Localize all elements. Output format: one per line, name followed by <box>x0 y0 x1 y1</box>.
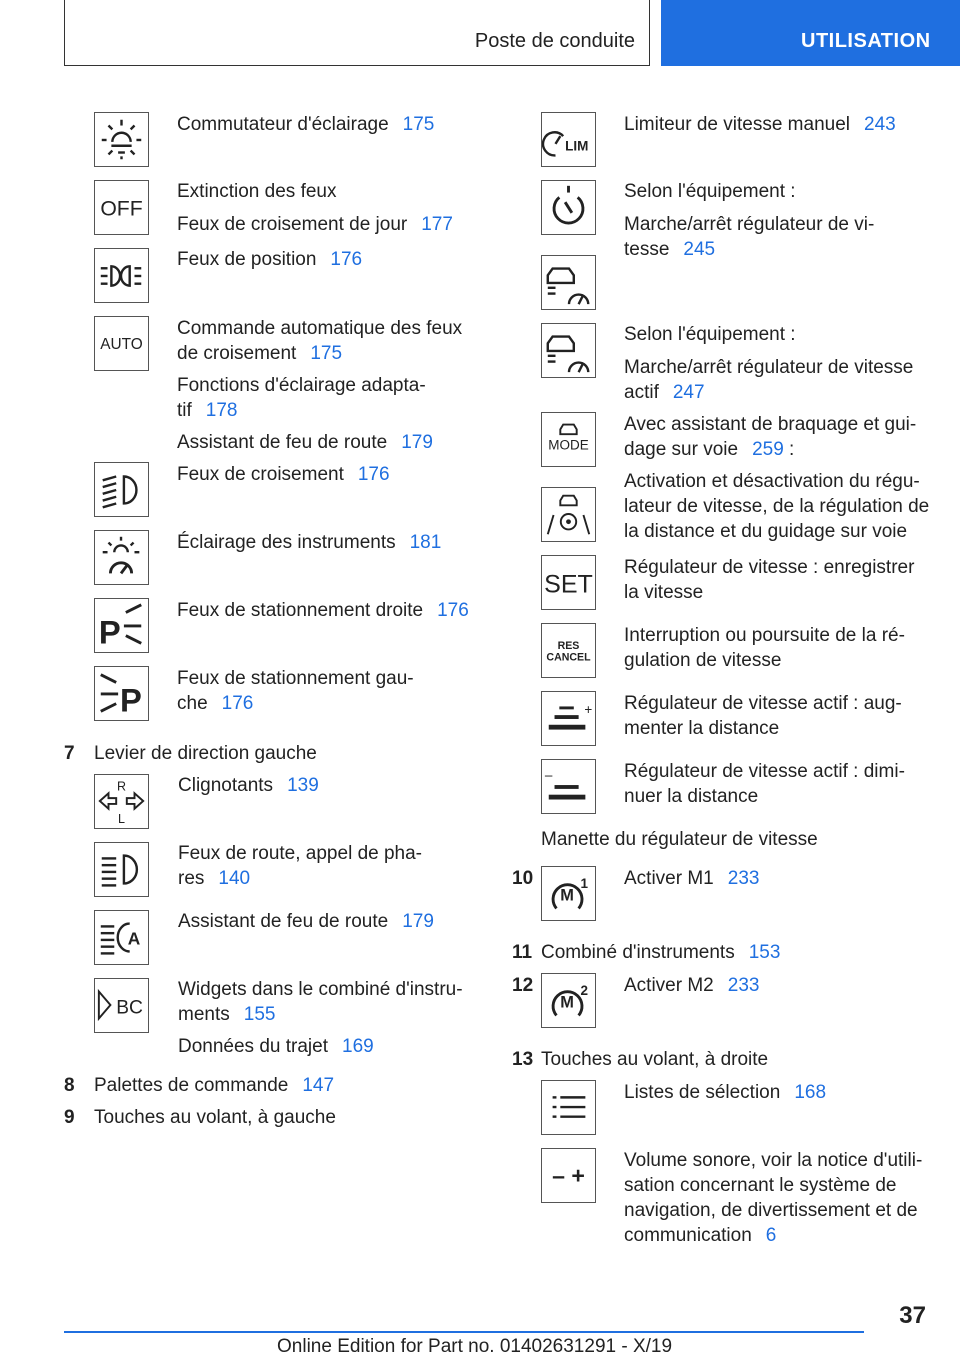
page-link[interactable]: 243 <box>864 114 896 135</box>
svg-text:L: L <box>118 812 125 827</box>
selection-lists-entry: Listes de sélection 168 <box>624 1082 827 1103</box>
page-link[interactable]: 140 <box>218 868 251 889</box>
instrument-lighting-icon <box>94 530 149 585</box>
svg-text:OFF: OFF <box>100 197 143 221</box>
page-link[interactable]: 175 <box>402 114 435 135</box>
svg-text:RES: RES <box>557 640 580 653</box>
page-link[interactable]: 181 <box>409 532 442 553</box>
footer-edition: Online Edition for Part no. 01402631291 - X/19 <box>277 1336 673 1357</box>
page-link[interactable]: 259 <box>752 439 784 460</box>
svg-text:–: – <box>544 767 553 783</box>
parking-light-right-icon <box>94 598 149 653</box>
page-link[interactable]: 233 <box>727 975 760 996</box>
speed-limiter-icon <box>541 112 596 167</box>
cruise-on-off-entry: Marche/arrêt régulateur de vi- tesse 245 <box>624 214 875 260</box>
mode-icon <box>541 412 596 467</box>
distance-plus-entry: Régulateur de vitesse actif : aug- menter la distance <box>624 693 902 739</box>
activate-m2-entry: Activer M2 233 <box>624 975 760 996</box>
set-icon <box>541 555 596 610</box>
page-link[interactable]: 6 <box>765 1225 777 1246</box>
light-switch-icon <box>94 112 149 167</box>
m2-icon <box>541 973 596 1028</box>
svg-text:AUTO: AUTO <box>100 335 143 353</box>
svg-text:CANCEL: CANCEL <box>546 651 591 664</box>
svg-text:R: R <box>116 779 127 794</box>
trip-data-entry: Données du trajet 169 <box>178 1036 374 1057</box>
acc-icon <box>541 323 596 378</box>
activation-entry: Activation et désactivation du régu- lateur de vitesse, de la régulation de la distance et du guidage sur voie <box>624 471 930 542</box>
svg-text:1: 1 <box>580 876 589 892</box>
svg-text:M: M <box>560 993 574 1012</box>
list-icon <box>541 1080 596 1135</box>
equipment-note: Selon l'équipement : <box>624 324 796 345</box>
acc-icon <box>541 255 596 310</box>
page-number: 37 <box>899 1302 926 1329</box>
footer-divider <box>64 1331 864 1333</box>
section-number-9: 9 <box>64 1107 75 1128</box>
parking-right-entry: Feux de stationnement droite 176 <box>177 600 469 621</box>
widgets-entry: Widgets dans le combiné d'instru- ments 155 <box>178 979 463 1025</box>
section-number-8: 8 <box>64 1075 75 1096</box>
section-8-title: Palettes de commande 147 <box>94 1075 335 1096</box>
distance-minus-icon <box>541 759 596 814</box>
turn-signal-icon <box>94 774 149 829</box>
instrument-lighting-entry: Éclairage des instruments 181 <box>177 532 442 553</box>
page-link[interactable]: 179 <box>401 432 433 453</box>
position-lights-entry: Feux de position 176 <box>177 249 363 270</box>
svg-text:– +: – + <box>552 1162 585 1189</box>
header-box <box>64 0 650 66</box>
page-link[interactable]: 175 <box>310 343 343 364</box>
page-link[interactable]: 247 <box>672 382 705 403</box>
svg-text:LIM: LIM <box>565 138 589 154</box>
acc-on-off-entry: Marche/arrêt régulateur de vitesse actif 247 <box>624 357 914 403</box>
high-beam-icon <box>94 842 149 897</box>
svg-text:A: A <box>127 928 141 949</box>
activate-m1-entry: Activer M1 233 <box>624 868 760 889</box>
position-lights-icon <box>94 248 149 303</box>
light-switch-entry: Commutateur d'éclairage 175 <box>177 114 435 135</box>
volume-entry: Volume sonore, voir la notice d'utili- sation concernant le système de navigation, de divertissement et de communication 6 <box>624 1150 923 1246</box>
page-link[interactable]: 168 <box>794 1082 827 1103</box>
page-link[interactable]: 245 <box>683 239 716 260</box>
high-beam-entry: Feux de route, appel de pha- res 140 <box>178 843 423 889</box>
res-cancel-icon <box>541 623 596 678</box>
parking-light-left-icon <box>94 666 149 721</box>
chapter-tab[interactable] <box>661 0 960 66</box>
page-link[interactable]: 176 <box>437 600 469 621</box>
volume-icon <box>541 1148 596 1203</box>
section-number-12: 12 <box>512 975 534 996</box>
cruise-lever-note: Manette du régulateur de vitesse <box>541 829 818 850</box>
page-link[interactable]: 176 <box>357 464 390 485</box>
high-beam-assist-icon <box>94 910 149 965</box>
steering-assist-entry: Avec assistant de braquage et gui- dage sur voie 259 : <box>624 414 917 460</box>
speed-limiter-entry: Limiteur de vitesse manuel 243 <box>624 114 896 135</box>
svg-text:BC: BC <box>116 997 143 1019</box>
adaptive-lighting-entry: Fonctions d'éclairage adapta- tif 178 <box>177 375 426 421</box>
distance-plus-icon <box>541 691 596 746</box>
section-number-11: 11 <box>512 942 533 963</box>
page-link[interactable]: 153 <box>748 942 781 963</box>
cruise-control-icon <box>541 180 596 235</box>
page-link[interactable]: 179 <box>402 911 434 932</box>
page-link[interactable]: 176 <box>330 249 363 270</box>
page-link[interactable]: 169 <box>342 1036 374 1057</box>
section-number-7: 7 <box>64 743 75 764</box>
parking-left-entry: Feux de stationnement gau- che 176 <box>177 668 414 714</box>
section-7-title: Levier de direction gauche <box>94 743 317 764</box>
page-link[interactable]: 147 <box>302 1075 335 1096</box>
bc-icon <box>94 978 149 1033</box>
svg-text:P: P <box>120 681 142 719</box>
low-beam-icon <box>94 462 149 517</box>
section-number-13: 13 <box>512 1049 534 1070</box>
page-link[interactable]: 233 <box>727 868 760 889</box>
svg-text:2: 2 <box>580 983 589 999</box>
chapter-tab-label: UTILISATION <box>801 30 931 52</box>
low-beam-entry: Feux de croisement 176 <box>177 464 390 485</box>
equipment-note: Selon l'équipement : <box>624 181 796 202</box>
page-link[interactable]: 177 <box>421 214 453 235</box>
svg-text:MODE: MODE <box>548 437 589 453</box>
svg-text:P: P <box>98 613 121 651</box>
section-9-title: Touches au volant, à gauche <box>94 1107 336 1128</box>
high-beam-assistant-entry: Assistant de feu de route 179 <box>177 432 433 453</box>
page-link[interactable]: 155 <box>243 1004 276 1025</box>
section-number-10: 10 <box>512 868 534 889</box>
svg-text:M: M <box>560 886 574 905</box>
m1-icon <box>541 866 596 921</box>
svg-text:SET: SET <box>544 570 593 599</box>
section-11-title: Combiné d'instruments 153 <box>541 942 781 963</box>
steering-assist-icon <box>541 487 596 542</box>
off-icon <box>94 180 149 235</box>
turn-signal-entry: Clignotants 139 <box>178 775 319 796</box>
page-link[interactable]: 139 <box>287 775 319 796</box>
auto-icon <box>94 316 149 371</box>
section-title: Poste de conduite <box>474 30 635 52</box>
daytime-lights-entry: Feux de croisement de jour 177 <box>177 214 453 235</box>
high-beam-assist-entry: Assistant de feu de route 179 <box>178 911 434 932</box>
lights-off-entry: Extinction des feux <box>177 181 337 202</box>
auto-low-beam-entry: Commande automatique des feux de croisement 175 <box>177 318 463 364</box>
set-speed-entry: Régulateur de vitesse : enregistrer la vitesse <box>624 557 915 603</box>
distance-minus-entry: Régulateur de vitesse actif : dimi- nuer la distance <box>624 761 905 807</box>
section-13-title: Touches au volant, à droite <box>541 1049 769 1070</box>
res-cancel-entry: Interruption ou poursuite de la ré- gulation de vitesse <box>624 625 905 671</box>
page-link[interactable]: 178 <box>205 400 238 421</box>
page-link[interactable]: 176 <box>221 693 254 714</box>
svg-text:+: + <box>584 702 593 718</box>
